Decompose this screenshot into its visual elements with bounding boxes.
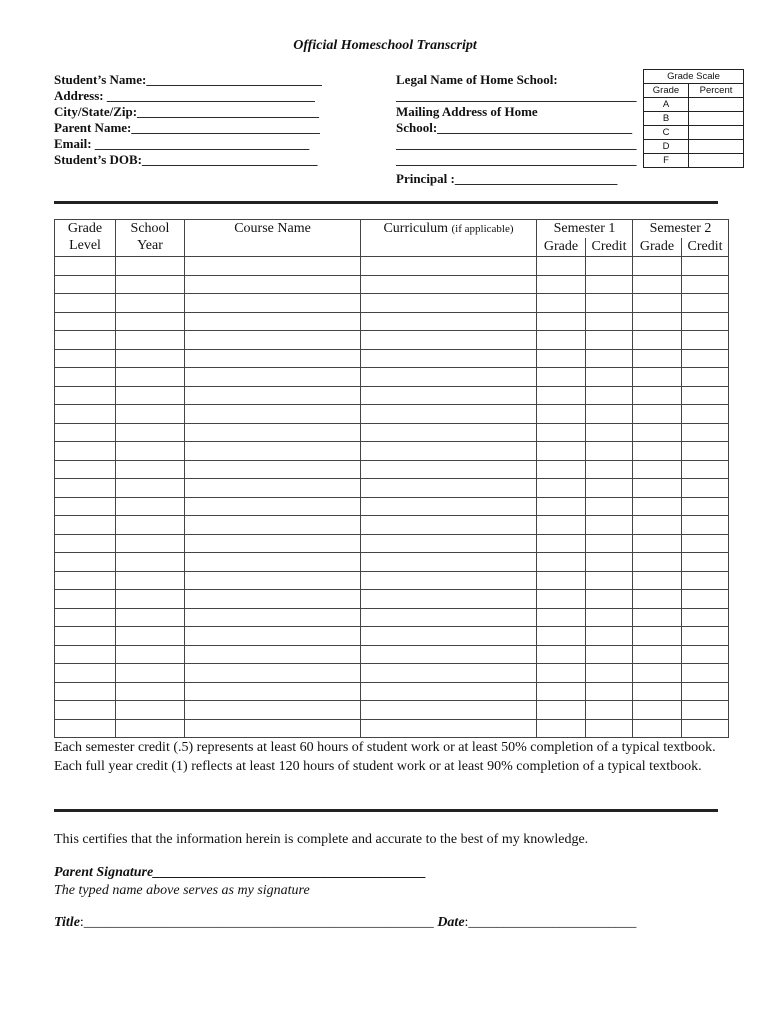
table-cell[interactable] (586, 590, 633, 609)
table-cell[interactable] (586, 553, 633, 572)
table-cell[interactable] (682, 479, 729, 498)
semester-1-credit-header: Credit (586, 238, 633, 256)
table-cell[interactable] (586, 460, 633, 479)
table-cell[interactable] (116, 553, 185, 572)
table-row (55, 368, 729, 387)
table-cell[interactable] (185, 627, 361, 646)
table-cell[interactable] (185, 257, 361, 276)
table-cell[interactable] (361, 257, 537, 276)
table-cell[interactable] (633, 645, 682, 664)
table-row (55, 275, 729, 294)
table-cell[interactable] (682, 442, 729, 461)
table-cell[interactable] (55, 608, 116, 627)
table-row (55, 442, 729, 461)
table-row (55, 497, 729, 516)
table-row (55, 349, 729, 368)
table-cell[interactable] (185, 312, 361, 331)
table-cell[interactable] (586, 701, 633, 720)
table-cell[interactable] (682, 664, 729, 683)
table-cell[interactable] (361, 479, 537, 498)
table-cell[interactable] (537, 553, 586, 572)
table-cell[interactable] (185, 608, 361, 627)
table-cell[interactable] (537, 331, 586, 350)
table-cell[interactable] (185, 442, 361, 461)
table-cell[interactable] (682, 386, 729, 405)
table-cell[interactable] (185, 331, 361, 350)
table-cell[interactable] (537, 442, 586, 461)
document-title: Official Homeschool Transcript (293, 38, 477, 53)
table-row (55, 405, 729, 424)
table-cell[interactable] (361, 719, 537, 738)
table-cell[interactable] (361, 442, 537, 461)
table-cell[interactable] (586, 571, 633, 590)
table-cell[interactable] (185, 386, 361, 405)
table-cell[interactable] (116, 608, 185, 627)
table-cell[interactable] (116, 275, 185, 294)
table-row (55, 682, 729, 701)
table-cell[interactable] (633, 257, 682, 276)
table-row (55, 423, 729, 442)
grade-scale-letter: B (644, 112, 689, 126)
table-cell[interactable] (116, 497, 185, 516)
table-cell[interactable] (633, 275, 682, 294)
table-cell[interactable] (185, 516, 361, 535)
table-cell[interactable] (361, 627, 537, 646)
table-cell[interactable] (633, 442, 682, 461)
table-cell[interactable] (185, 719, 361, 738)
table-cell[interactable] (586, 534, 633, 553)
table-cell[interactable] (586, 516, 633, 535)
table-cell[interactable] (55, 460, 116, 479)
table-cell[interactable] (55, 534, 116, 553)
table-cell[interactable] (633, 590, 682, 609)
table-cell[interactable] (537, 701, 586, 720)
table-cell[interactable] (537, 645, 586, 664)
grade-scale-percent-cell[interactable] (689, 140, 744, 154)
table-cell[interactable] (361, 368, 537, 387)
table-cell[interactable] (361, 312, 537, 331)
table-row (55, 608, 729, 627)
table-cell[interactable] (55, 386, 116, 405)
table-cell[interactable] (586, 645, 633, 664)
table-cell[interactable] (55, 423, 116, 442)
table-row (55, 386, 729, 405)
table-cell[interactable] (55, 516, 116, 535)
table-row (55, 534, 729, 553)
table-cell[interactable] (185, 405, 361, 424)
table-cell[interactable] (537, 719, 586, 738)
table-cell[interactable] (633, 534, 682, 553)
table-cell[interactable] (682, 275, 729, 294)
table-cell[interactable] (633, 682, 682, 701)
table-cell[interactable] (633, 405, 682, 424)
table-cell[interactable] (586, 368, 633, 387)
curriculum-header: Curriculum (if applicable) (361, 220, 537, 257)
table-row (55, 627, 729, 646)
table-cell[interactable] (116, 479, 185, 498)
table-cell[interactable] (116, 368, 185, 387)
table-cell[interactable] (116, 701, 185, 720)
table-cell[interactable] (55, 553, 116, 572)
table-row (55, 553, 729, 572)
table-cell[interactable] (116, 405, 185, 424)
table-cell[interactable] (633, 571, 682, 590)
table-cell[interactable] (116, 349, 185, 368)
grade-scale-table (643, 69, 744, 168)
table-cell[interactable] (361, 645, 537, 664)
table-cell[interactable] (633, 479, 682, 498)
table-cell[interactable] (537, 664, 586, 683)
table-row (55, 719, 729, 738)
table-cell[interactable] (537, 386, 586, 405)
table-cell[interactable] (537, 627, 586, 646)
mailing-address-label: Mailing Address of Home (396, 104, 538, 119)
table-cell[interactable] (55, 571, 116, 590)
table-cell[interactable] (185, 701, 361, 720)
mailing-address-school-line[interactable]: School:______________________________ (396, 120, 633, 135)
table-cell[interactable] (55, 479, 116, 498)
table-cell[interactable] (682, 368, 729, 387)
table-cell[interactable] (116, 627, 185, 646)
table-cell[interactable] (55, 645, 116, 664)
table-cell[interactable] (586, 294, 633, 313)
grade-scale-percent-cell[interactable] (689, 126, 744, 140)
table-cell[interactable] (682, 645, 729, 664)
table-cell[interactable] (55, 349, 116, 368)
table-cell[interactable] (586, 627, 633, 646)
semester-2-grade-header: Grade (633, 238, 682, 256)
table-cell[interactable] (185, 664, 361, 683)
table-cell[interactable] (537, 497, 586, 516)
table-cell[interactable] (633, 349, 682, 368)
table-cell[interactable] (55, 682, 116, 701)
table-cell[interactable] (537, 682, 586, 701)
table-cell[interactable] (116, 590, 185, 609)
table-cell[interactable] (537, 405, 586, 424)
table-cell[interactable] (55, 442, 116, 461)
table-row (55, 312, 729, 331)
table-cell[interactable] (185, 590, 361, 609)
grade-scale-percent-cell[interactable] (689, 98, 744, 112)
table-cell[interactable] (55, 719, 116, 738)
table-cell[interactable] (185, 349, 361, 368)
table-cell[interactable] (361, 664, 537, 683)
table-cell[interactable] (633, 553, 682, 572)
table-cell[interactable] (116, 386, 185, 405)
table-cell[interactable] (682, 405, 729, 424)
grade-scale-percent-cell[interactable] (689, 154, 744, 168)
table-cell[interactable] (55, 368, 116, 387)
table-cell[interactable] (116, 516, 185, 535)
city-state-zip-field[interactable]: City/State/Zip:____________________________ (54, 104, 320, 119)
grade-scale-letter: C (644, 126, 689, 140)
semester-1-grade-header: Grade (537, 238, 586, 256)
table-cell[interactable] (185, 682, 361, 701)
title-date-line (54, 915, 636, 931)
table-row (55, 479, 729, 498)
table-cell[interactable] (633, 331, 682, 350)
table-cell[interactable] (185, 553, 361, 572)
table-cell[interactable] (55, 294, 116, 313)
top-divider (54, 201, 718, 204)
table-cell[interactable] (682, 627, 729, 646)
table-cell[interactable] (537, 257, 586, 276)
legal-name-label: Legal Name of Home School: (396, 72, 558, 87)
date-field[interactable]: :________________________ (464, 915, 637, 930)
table-cell[interactable] (633, 312, 682, 331)
table-cell[interactable] (55, 497, 116, 516)
table-cell[interactable] (185, 497, 361, 516)
table-row (55, 331, 729, 350)
typed-signature-note: The typed name above serves as my signature (54, 883, 310, 898)
table-cell[interactable] (55, 312, 116, 331)
table-cell[interactable] (116, 534, 185, 553)
table-cell[interactable] (55, 590, 116, 609)
table-cell[interactable] (682, 608, 729, 627)
grade-scale-grade-header: Grade (644, 84, 689, 98)
table-cell[interactable] (116, 645, 185, 664)
table-cell[interactable] (682, 294, 729, 313)
table-cell[interactable] (116, 312, 185, 331)
table-cell[interactable] (633, 368, 682, 387)
table-cell[interactable] (537, 349, 586, 368)
table-cell[interactable] (586, 423, 633, 442)
grade-scale-letter: D (644, 140, 689, 154)
table-cell[interactable] (116, 460, 185, 479)
table-cell[interactable] (185, 571, 361, 590)
table-cell[interactable] (633, 294, 682, 313)
table-cell[interactable] (185, 294, 361, 313)
table-cell[interactable] (682, 312, 729, 331)
table-cell[interactable] (55, 275, 116, 294)
table-cell[interactable] (682, 590, 729, 609)
semester-1-header: Semester 1 (537, 220, 633, 239)
table-cell[interactable] (116, 664, 185, 683)
table-cell[interactable] (55, 627, 116, 646)
table-cell[interactable] (361, 571, 537, 590)
table-cell[interactable] (116, 423, 185, 442)
table-cell[interactable] (185, 423, 361, 442)
table-cell[interactable] (633, 460, 682, 479)
transcript-table (54, 219, 729, 738)
student-dob-field[interactable]: Student’s DOB:___________________________ (54, 152, 318, 167)
table-cell[interactable] (361, 294, 537, 313)
bottom-divider (54, 809, 718, 812)
table-cell[interactable] (586, 275, 633, 294)
grade-level-header: Grade Level (55, 220, 116, 257)
table-cell[interactable] (361, 349, 537, 368)
course-name-header: Course Name (185, 220, 361, 257)
date-label: Date (437, 915, 465, 930)
grade-scale-letter: A (644, 98, 689, 112)
table-cell[interactable] (537, 516, 586, 535)
school-year-header: School Year (116, 220, 185, 257)
table-cell[interactable] (116, 571, 185, 590)
grade-scale-letter: F (644, 154, 689, 168)
table-cell[interactable] (361, 405, 537, 424)
parent-signature-field[interactable]: Parent Signature_______________________________________ (54, 865, 427, 880)
table-cell[interactable] (682, 571, 729, 590)
table-cell[interactable] (586, 331, 633, 350)
table-cell[interactable] (185, 645, 361, 664)
table-cell[interactable] (586, 312, 633, 331)
table-cell[interactable] (55, 331, 116, 350)
table-cell[interactable] (682, 682, 729, 701)
table-cell[interactable] (682, 257, 729, 276)
table-cell[interactable] (185, 534, 361, 553)
mailing-address-line-3[interactable]: _____________________________________ (396, 152, 637, 167)
table-cell[interactable] (55, 405, 116, 424)
table-cell[interactable] (682, 460, 729, 479)
table-cell[interactable] (633, 423, 682, 442)
table-cell[interactable] (586, 719, 633, 738)
table-row (55, 460, 729, 479)
parent-name-field[interactable]: Parent Name:_____________________________ (54, 120, 320, 135)
semester-2-credit-header: Credit (682, 238, 729, 256)
table-cell[interactable] (361, 460, 537, 479)
table-cell[interactable] (185, 479, 361, 498)
table-cell[interactable] (116, 442, 185, 461)
table-cell[interactable] (361, 386, 537, 405)
table-cell[interactable] (682, 701, 729, 720)
certification-statement: This certifies that the information herein is complete and accurate to the best of my knowledge. (54, 832, 589, 847)
table-row (55, 664, 729, 683)
table-cell[interactable] (537, 312, 586, 331)
table-cell[interactable] (586, 386, 633, 405)
table-cell[interactable] (116, 719, 185, 738)
table-cell[interactable] (185, 460, 361, 479)
table-cell[interactable] (633, 516, 682, 535)
table-cell[interactable] (116, 682, 185, 701)
table-cell[interactable] (361, 553, 537, 572)
table-cell[interactable] (361, 331, 537, 350)
table-cell[interactable] (116, 331, 185, 350)
table-cell[interactable] (116, 294, 185, 313)
table-row (55, 257, 729, 276)
table-cell[interactable] (586, 349, 633, 368)
table-cell[interactable] (682, 331, 729, 350)
table-header-row (55, 220, 729, 239)
table-cell[interactable] (682, 423, 729, 442)
table-cell[interactable] (586, 405, 633, 424)
semester-2-header: Semester 2 (633, 220, 729, 239)
table-cell[interactable] (586, 479, 633, 498)
table-cell[interactable] (361, 516, 537, 535)
table-cell[interactable] (633, 701, 682, 720)
table-cell[interactable] (537, 368, 586, 387)
table-row (55, 571, 729, 590)
table-cell[interactable] (361, 497, 537, 516)
table-cell[interactable] (537, 534, 586, 553)
table-cell[interactable] (586, 664, 633, 683)
table-cell[interactable] (537, 608, 586, 627)
table-row (55, 590, 729, 609)
table-cell[interactable] (361, 275, 537, 294)
table-cell[interactable] (633, 664, 682, 683)
table-cell[interactable] (586, 497, 633, 516)
table-cell[interactable] (116, 257, 185, 276)
table-cell[interactable] (537, 275, 586, 294)
credit-note: Each semester credit (.5) represents at least 60 hours of student work or at least 50% completion of a typical textbook. Each full year credit (1) reflects at least 120 hours of student work or at least 90% completion of a typical textbook. (54, 740, 716, 774)
table-row (55, 294, 729, 313)
table-cell[interactable] (586, 608, 633, 627)
table-cell[interactable] (55, 701, 116, 720)
mailing-address-line-2[interactable]: _____________________________________ (396, 136, 637, 151)
table-cell[interactable] (537, 479, 586, 498)
table-cell[interactable] (55, 257, 116, 276)
email-field[interactable]: Email: _________________________________ (54, 136, 310, 151)
title-field[interactable]: :__________________________________________________ (79, 915, 434, 930)
legal-name-line[interactable]: _____________________________________ (396, 88, 637, 103)
table-cell[interactable] (361, 423, 537, 442)
table-cell[interactable] (682, 497, 729, 516)
title-label: Title (54, 915, 80, 930)
table-cell[interactable] (682, 553, 729, 572)
address-field[interactable]: Address: ________________________________ (54, 88, 315, 103)
table-cell[interactable] (633, 386, 682, 405)
table-cell[interactable] (682, 516, 729, 535)
table-cell[interactable] (682, 349, 729, 368)
table-cell[interactable] (537, 423, 586, 442)
table-cell[interactable] (586, 442, 633, 461)
table-cell[interactable] (537, 460, 586, 479)
table-cell[interactable] (361, 534, 537, 553)
table-cell[interactable] (537, 294, 586, 313)
table-cell[interactable] (633, 608, 682, 627)
table-cell[interactable] (633, 497, 682, 516)
table-cell[interactable] (185, 368, 361, 387)
table-cell[interactable] (55, 664, 116, 683)
table-cell[interactable] (586, 257, 633, 276)
table-row (55, 645, 729, 664)
principal-field[interactable]: Principal :_________________________ (396, 171, 618, 186)
table-cell[interactable] (682, 719, 729, 738)
grade-scale-title: Grade Scale (644, 70, 744, 84)
table-row (55, 701, 729, 720)
table-cell[interactable] (361, 701, 537, 720)
table-cell[interactable] (361, 608, 537, 627)
grade-scale-percent-cell[interactable] (689, 112, 744, 126)
table-cell[interactable] (586, 682, 633, 701)
table-cell[interactable] (537, 590, 586, 609)
table-row (55, 516, 729, 535)
table-cell[interactable] (682, 534, 729, 553)
student-name-field[interactable]: Student’s Name:___________________________ (54, 72, 322, 87)
table-cell[interactable] (633, 627, 682, 646)
table-cell[interactable] (361, 682, 537, 701)
table-cell[interactable] (185, 275, 361, 294)
table-cell[interactable] (361, 590, 537, 609)
grade-scale-percent-header: Percent (689, 84, 744, 98)
table-cell[interactable] (537, 571, 586, 590)
table-cell[interactable] (633, 719, 682, 738)
